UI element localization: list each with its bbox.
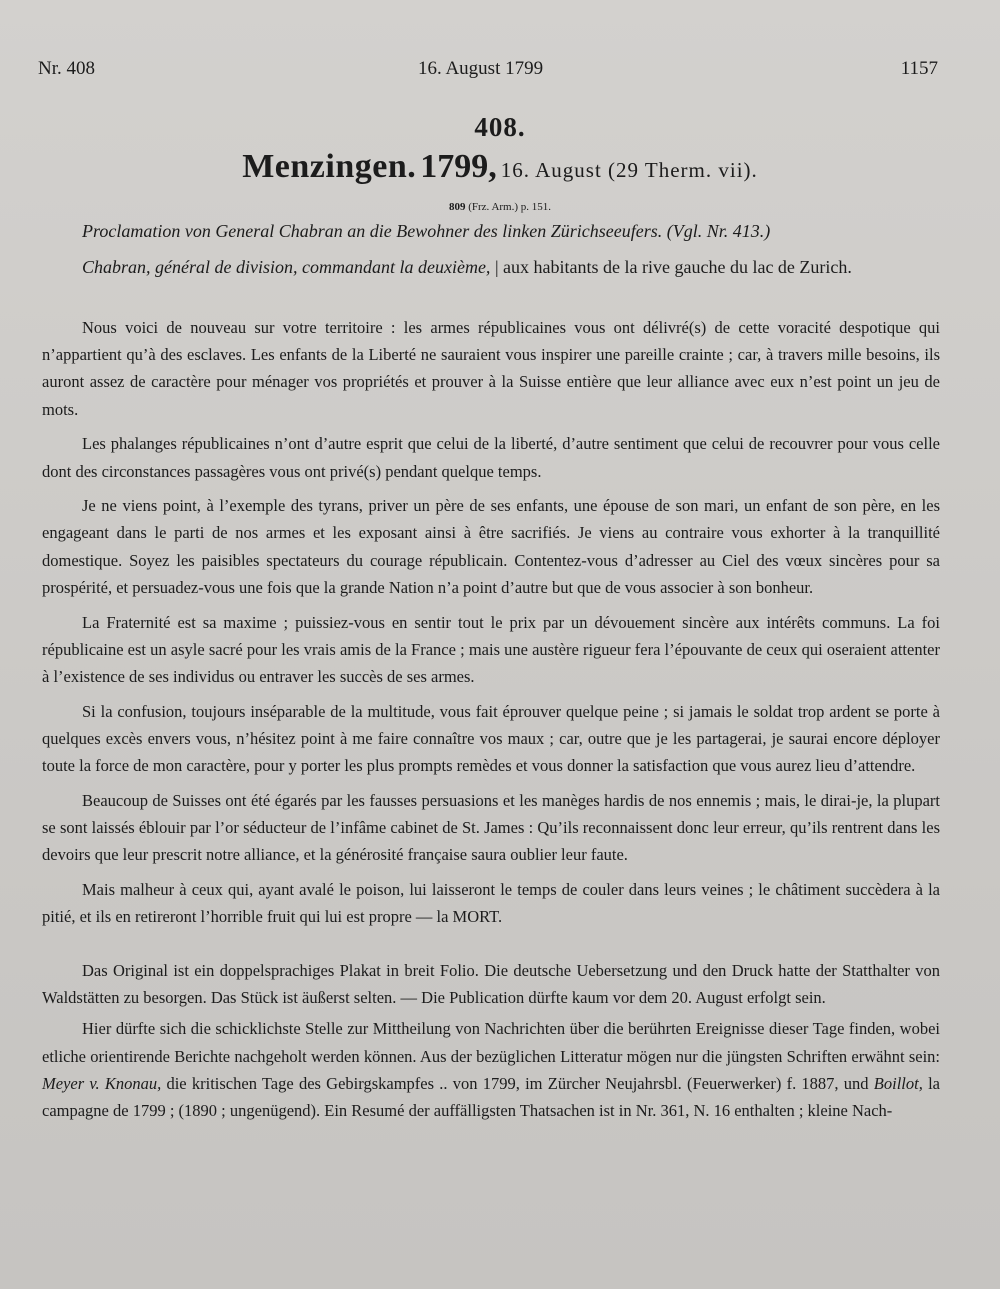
heading-place: Menzingen. (242, 148, 417, 185)
editorial-commentary (42, 957, 940, 1128)
heading-date: 16. August (29 Therm. vii). (500, 158, 758, 182)
commentary-text: Hier dürfte sich die schicklichste Stelle zur Mittheilung von Nachrichten über die berührten Ereignisse dieser Tage finden, wobei etliche orientirende Berichte nachgeholt werden können. Aus der bezüglichen Litteratur mögen nur die jüngsten Schriften erwähnt sein: (42, 1019, 940, 1066)
commentary-author: Boillot, (873, 1073, 923, 1093)
page-number: 1157 (900, 58, 938, 79)
commentary-author: Meyer v. Knonau, (42, 1073, 162, 1093)
paragraph: La Fraternité est sa maxime ; puissiez-vous en sentir tout le prix par un dévouement sincère aux intérêts communs. La foi républicaine est un asyle sacré pour les vrais amis de la France ; mais une austère rigueur fera l’épouvante de ceux qui oseraient attenter à l’existence de ses individus ou entraver les succès de ses armes. (42, 612, 940, 686)
paragraph: Les phalanges républicaines n’ont d’autre esprit que celui de la liberté, d’autre sentiment que celui de recouvrer pour vous celle dont des circonstances passagères vous ont privé(s) pendant quelque temps. (42, 434, 940, 481)
source-reference (0, 201, 1000, 213)
paragraph: Beaucoup de Suisses ont été égarés par les fausses persuasions et les manèges hardis de nos ennemis ; mais, le dirai-je, la plupart se sont laissés éblouir par l’or séducteur de l’infâme cabinet de St. James : Qu’ils reconnaissent donc leur erreur, qu’ils rentrent dans les devoirs que leur prescrit notre alliance, et la générosité française saura oublier leur faute. (42, 790, 940, 865)
salutation-author: Chabran, général de division, commandant la deuxième, (82, 257, 491, 277)
running-head (38, 58, 938, 88)
heading-year: 1799, (420, 148, 497, 185)
running-head-date: 16. August 1799 (418, 58, 544, 79)
salutation-address: | aux habitants de la rive gauche du lac de Zurich. (490, 257, 852, 277)
running-head-number: Nr. 408 (38, 58, 95, 79)
document-heading (0, 148, 1000, 186)
commentary-note: Das Original ist ein doppelsprachiges Plakat in breit Folio. Die deutsche Uebersetzung und den Druck hatte der Statthalter von Waldstätten zu besorgen. Das Stück ist äußerst selten. — Die Publication dürfte kaum vor dem 20. August erfolgt sein. (42, 961, 940, 1008)
source-ref-number: 809 (448, 201, 466, 213)
salutation (42, 254, 940, 281)
paragraph: Mais malheur à ceux qui, ayant avalé le poison, lui laisseront le temps de couler dans leurs veines ; le châtiment succèdera à la pitié, et ils en retireront l’horrible fruit qui lui est propre — la MORT. (42, 879, 940, 927)
paragraph: Si la confusion, toujours inséparable de la multitude, vous fait éprouver quelque peine ; si jamais le soldat trop ardent se porte à quelques excès envers vous, n’hésitez point à me faire connaître vos maux ; car, outre que je les partagerai, je saurai encore déployer toute la force de mon caractère, pour y porter les plus prompts remèdes et vous donner la satisfaction que vous aurez lieu d’attendre. (42, 701, 940, 776)
paragraph: Je ne viens point, à l’exemple des tyrans, priver un père de ses enfants, une épouse de son mari, un enfant de son père, en les engageant dans le parti de nos armes et les exposant ainsi à être sacrifiés. Je viens au contraire vous exhorter à la tranquillité domestique. Soyez les paisibles spectateurs du courage républicain. Contentez-vous d’adresser au Ciel des vœux sincères pour sa prospérité, et persuadez-vous une fois que la grande Nation n’a point d’autre but que de vous associer à son bonheur. (42, 496, 940, 597)
document-title: Proclamation von General Chabran an die Bewohner des linken Zürichseeufers. (Vgl. Nr. 413.) (82, 221, 771, 241)
paragraph: Nous voici de nouveau sur votre territoire : les armes républicaines vous ont délivré(s) de cette voracité despotique qui n’appartient qu’à des esclaves. Les enfants de la Liberté ne sauraient vous inspirer une pareille crainte ; car, à travers mille besoins, ils auront assez de caractère pour ménager vos propriétés et prouver à la Suisse entière que leur alliance avec eux n’est point un jeu de mots. (42, 318, 940, 419)
proclamation-body (42, 314, 940, 938)
source-ref-rest: (Frz. Arm.) p. 151. (468, 201, 552, 213)
document-number: 408. (474, 112, 526, 142)
commentary-paragraph (42, 1015, 940, 1124)
commentary-text: la campagne de 1799 ; (1890 ; ungenügend). Ein Resumé der auffälligsten Thatsachen ist in Nr. 361, N. 16 enthalten ; kleine Nach- (42, 1073, 940, 1121)
commentary-text: die kritischen Tage des Gebirgskampfes .. von 1799, im Zürcher Neujahrsbl. (Feuerwerker) f. 1887, und (161, 1073, 874, 1093)
